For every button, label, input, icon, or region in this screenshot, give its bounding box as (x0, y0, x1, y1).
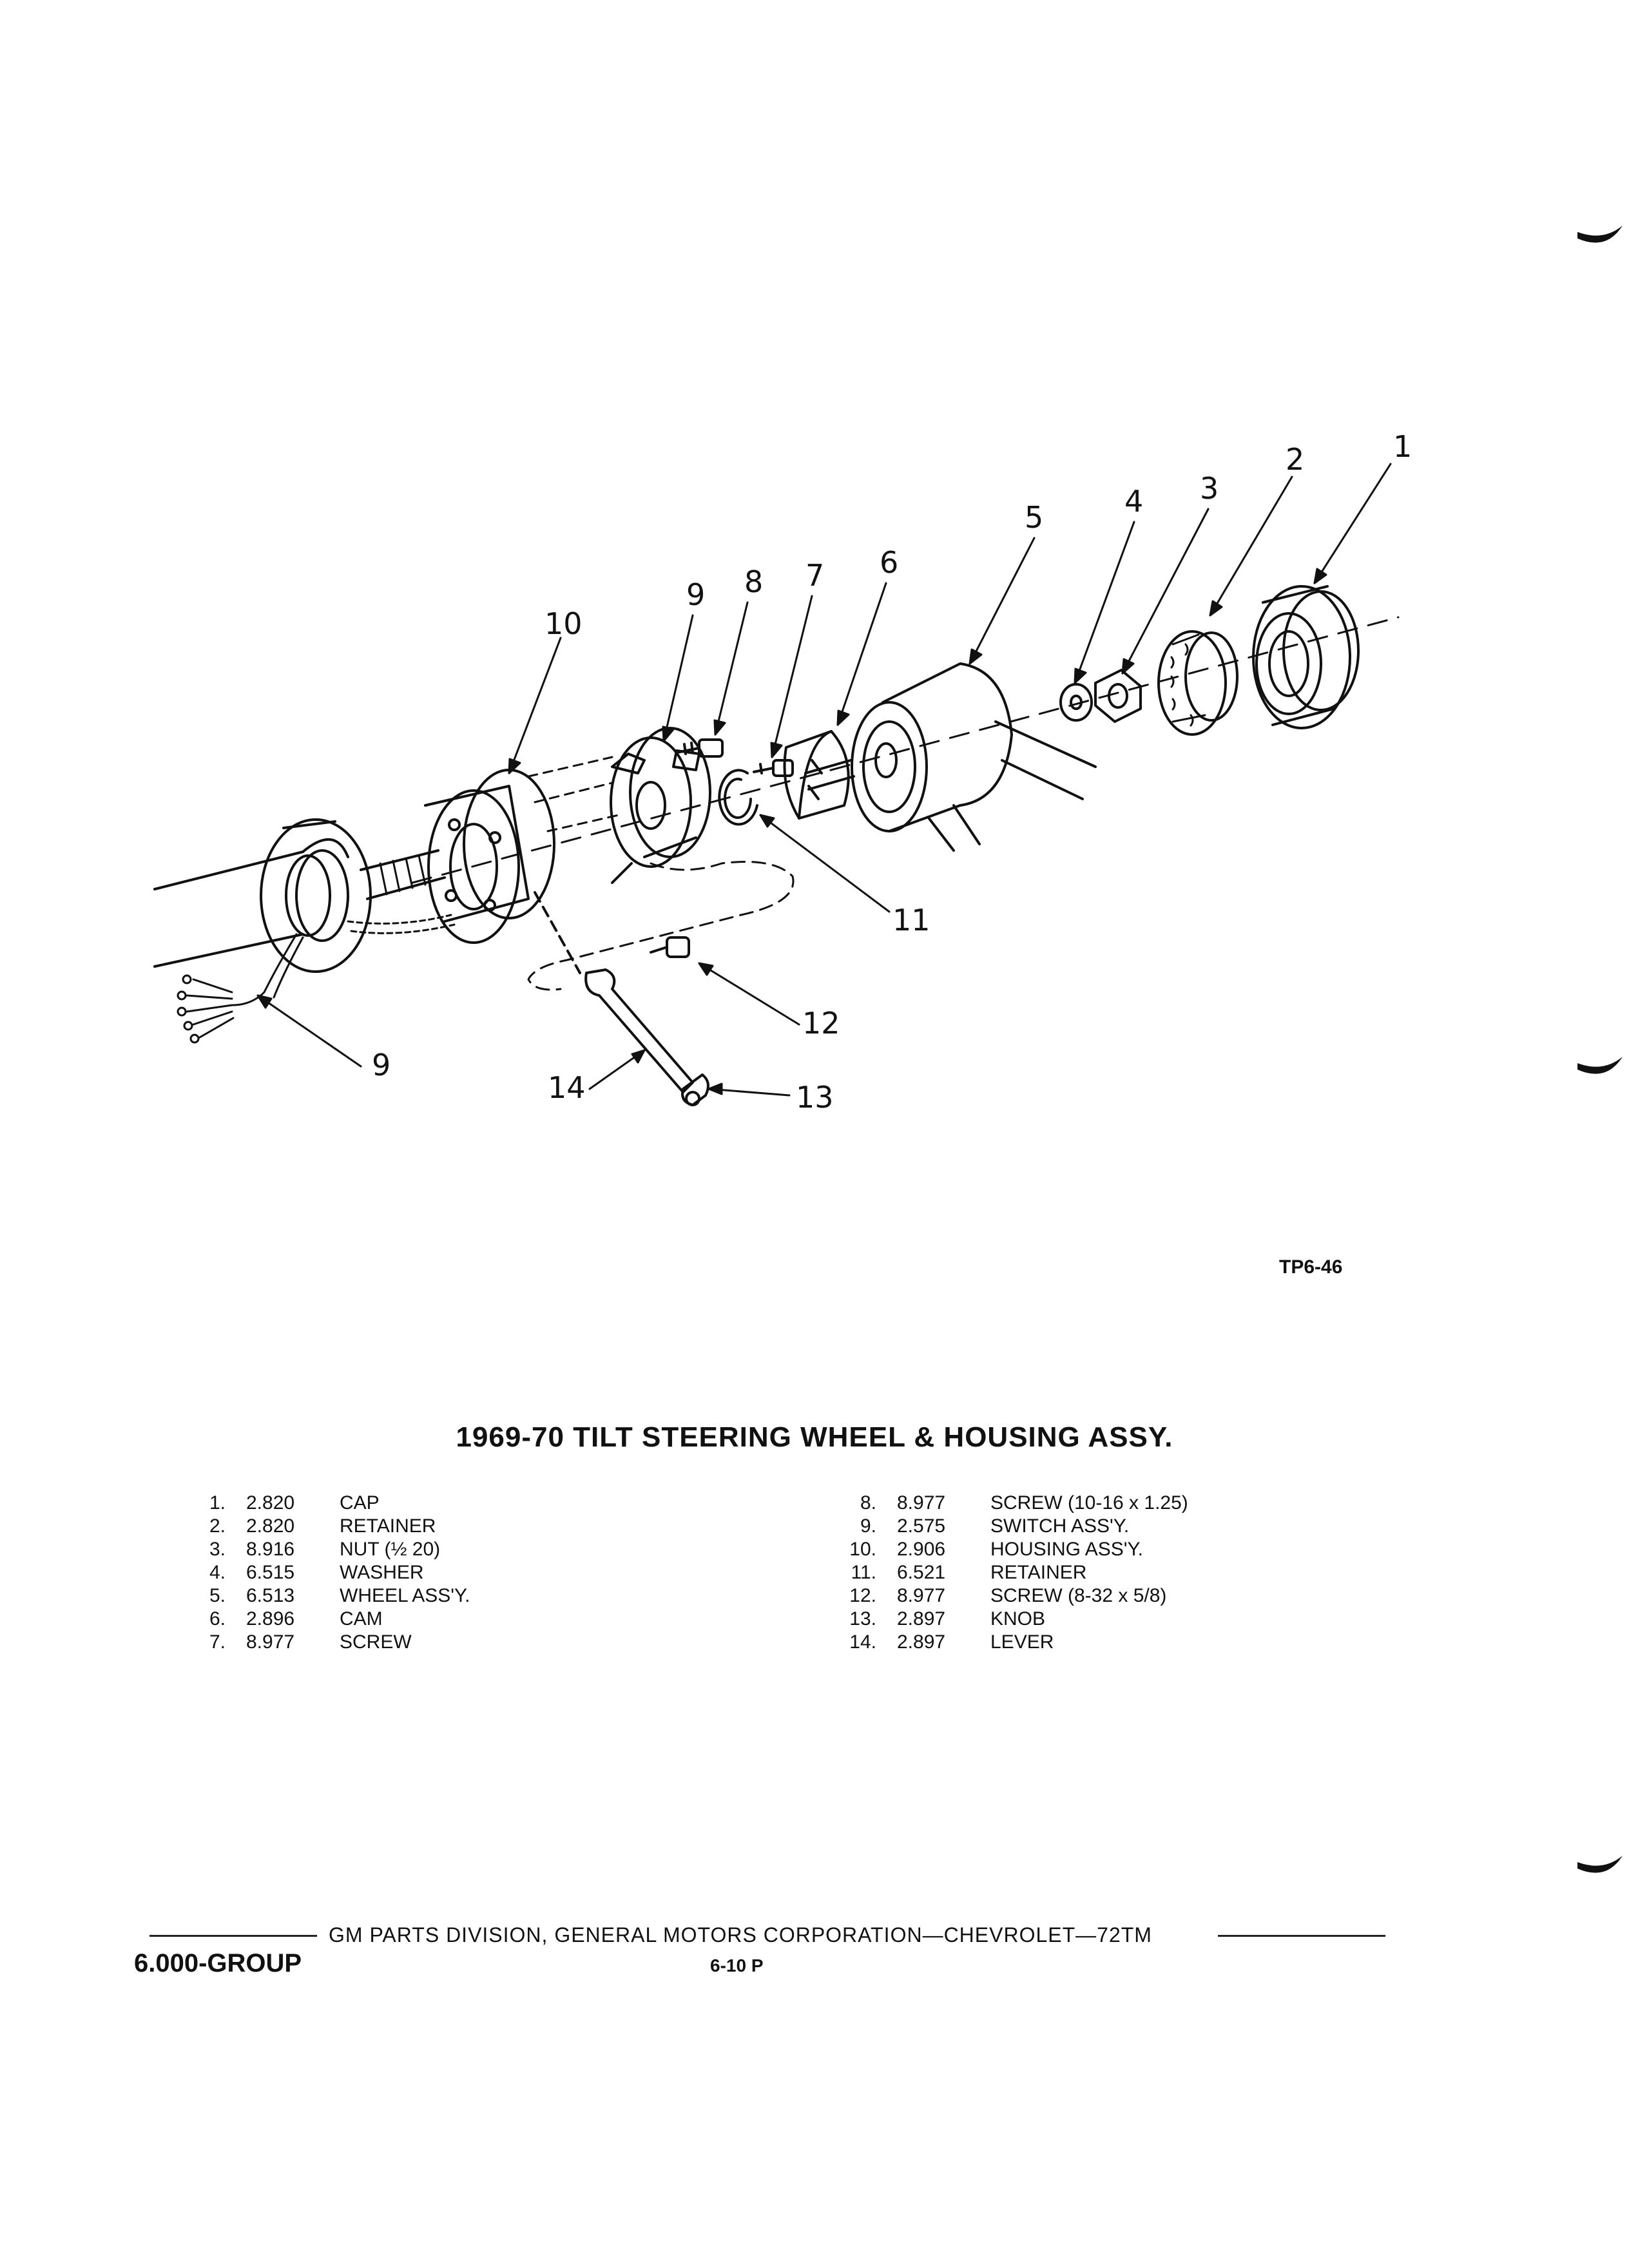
callout-9-harness: 9 (372, 1048, 391, 1082)
part-group-code: 2.820 (246, 1515, 295, 1537)
callout-11: 11 (892, 903, 930, 937)
part-group-code: 6.515 (246, 1562, 295, 1583)
part-group-code: 2.906 (897, 1539, 946, 1560)
nut-3 (1095, 670, 1141, 722)
footer-publisher: GM PARTS DIVISION, GENERAL MOTORS CORPORATION—CHEVROLET—72TM (329, 1923, 1152, 1946)
part-number: 5. (209, 1585, 226, 1606)
part-group-code: 8.977 (897, 1492, 946, 1514)
part-group-code: 8.977 (246, 1631, 295, 1653)
part-group-code: 2.820 (246, 1492, 295, 1514)
callout-14: 14 (548, 1070, 586, 1105)
part-number: 10. (849, 1539, 876, 1560)
part-number: 2. (209, 1515, 226, 1537)
cap-1 (1253, 586, 1358, 728)
retainer-ring-11 (719, 770, 757, 824)
callout-5: 5 (1025, 500, 1044, 535)
parts-list-row (193, 1515, 470, 1538)
part-description: CAP (340, 1492, 380, 1514)
parts-list-row (193, 1584, 470, 1608)
part-group-code: 2.575 (897, 1515, 946, 1537)
binder-marks (1552, 193, 1629, 1933)
part-description: NUT (½ 20) (340, 1539, 441, 1560)
callout-6: 6 (880, 545, 899, 580)
part-description: SCREW (340, 1631, 412, 1653)
part-description: LEVER (990, 1631, 1054, 1653)
part-number: 7. (209, 1631, 226, 1653)
lever-14 (586, 970, 693, 1092)
figure-reference: TP6-46 (1279, 1256, 1343, 1278)
part-number: 8. (860, 1492, 876, 1514)
callout-8: 8 (744, 564, 764, 599)
callout-13: 13 (796, 1080, 834, 1115)
part-description: CAM (340, 1608, 383, 1629)
housing-assembly (425, 770, 580, 973)
callout-12: 12 (802, 1006, 840, 1041)
callout-3: 3 (1200, 471, 1219, 506)
part-group-code: 6.521 (897, 1562, 946, 1583)
washer-4 (1061, 684, 1092, 720)
part-group-code: 2.897 (897, 1631, 946, 1653)
parts-list-row (193, 1561, 470, 1584)
part-group-code: 8.977 (897, 1585, 946, 1606)
axis-centerline (412, 617, 1398, 883)
page-title: 1969-70 TILT STEERING WHEEL & HOUSING ASSY. (456, 1421, 1173, 1453)
screw-12 (651, 937, 689, 957)
callout-1: 1 (1393, 429, 1412, 464)
part-description: WASHER (340, 1562, 424, 1583)
part-group-code: 6.513 (246, 1585, 295, 1606)
parts-list-row (193, 1538, 470, 1561)
parts-list-row (838, 1538, 1188, 1561)
part-description: WHEEL ASS'Y. (340, 1585, 470, 1606)
part-description: SCREW (8-32 x 5/8) (990, 1585, 1167, 1606)
part-number: 9. (860, 1515, 876, 1537)
part-group-code: 2.896 (246, 1608, 295, 1629)
part-description: SWITCH ASS'Y. (990, 1515, 1130, 1537)
leader-lines (258, 464, 1391, 1095)
parts-list-right (838, 1492, 1188, 1654)
parts-list-row (838, 1631, 1188, 1654)
part-number: 13. (849, 1608, 876, 1629)
parts-list-row (838, 1515, 1188, 1538)
part-group-code: 2.897 (897, 1608, 946, 1629)
parts-list-row (193, 1492, 470, 1515)
part-number: 4. (209, 1562, 226, 1583)
part-number: 14. (849, 1631, 876, 1653)
callout-9-switch: 9 (686, 577, 706, 612)
parts-list-row (838, 1561, 1188, 1584)
callout-10: 10 (545, 606, 583, 641)
part-number: 3. (209, 1539, 226, 1560)
part-number: 1. (209, 1492, 226, 1514)
callout-7: 7 (805, 558, 825, 593)
group-label: 6.000-GROUP (134, 1949, 302, 1977)
parts-list-row (838, 1584, 1188, 1608)
part-number: 11. (851, 1562, 876, 1583)
parts-list-row (193, 1631, 470, 1654)
steering-column (155, 840, 348, 966)
parts-list-row (193, 1608, 470, 1631)
part-number: 12. (849, 1585, 876, 1606)
page-number: 6-10 P (710, 1956, 764, 1975)
part-description: RETAINER (340, 1515, 436, 1537)
part-description: SCREW (10-16 x 1.25) (990, 1492, 1188, 1514)
callout-2: 2 (1286, 442, 1305, 477)
screw-7 (754, 760, 793, 776)
parts-list-row (838, 1608, 1188, 1631)
part-group-code: 8.916 (246, 1539, 295, 1560)
parts-list-row (838, 1492, 1188, 1515)
part-number: 6. (209, 1608, 226, 1629)
footer-rule-right (1218, 1935, 1385, 1937)
parts-list-left (193, 1492, 470, 1654)
callout-4: 4 (1124, 484, 1144, 519)
part-description: RETAINER (990, 1562, 1087, 1583)
part-description: HOUSING ASS'Y. (990, 1539, 1143, 1560)
retainer-2 (1159, 631, 1237, 735)
screw-8 (677, 740, 722, 756)
part-description: KNOB (990, 1608, 1046, 1629)
footer-rule-left (149, 1935, 317, 1937)
